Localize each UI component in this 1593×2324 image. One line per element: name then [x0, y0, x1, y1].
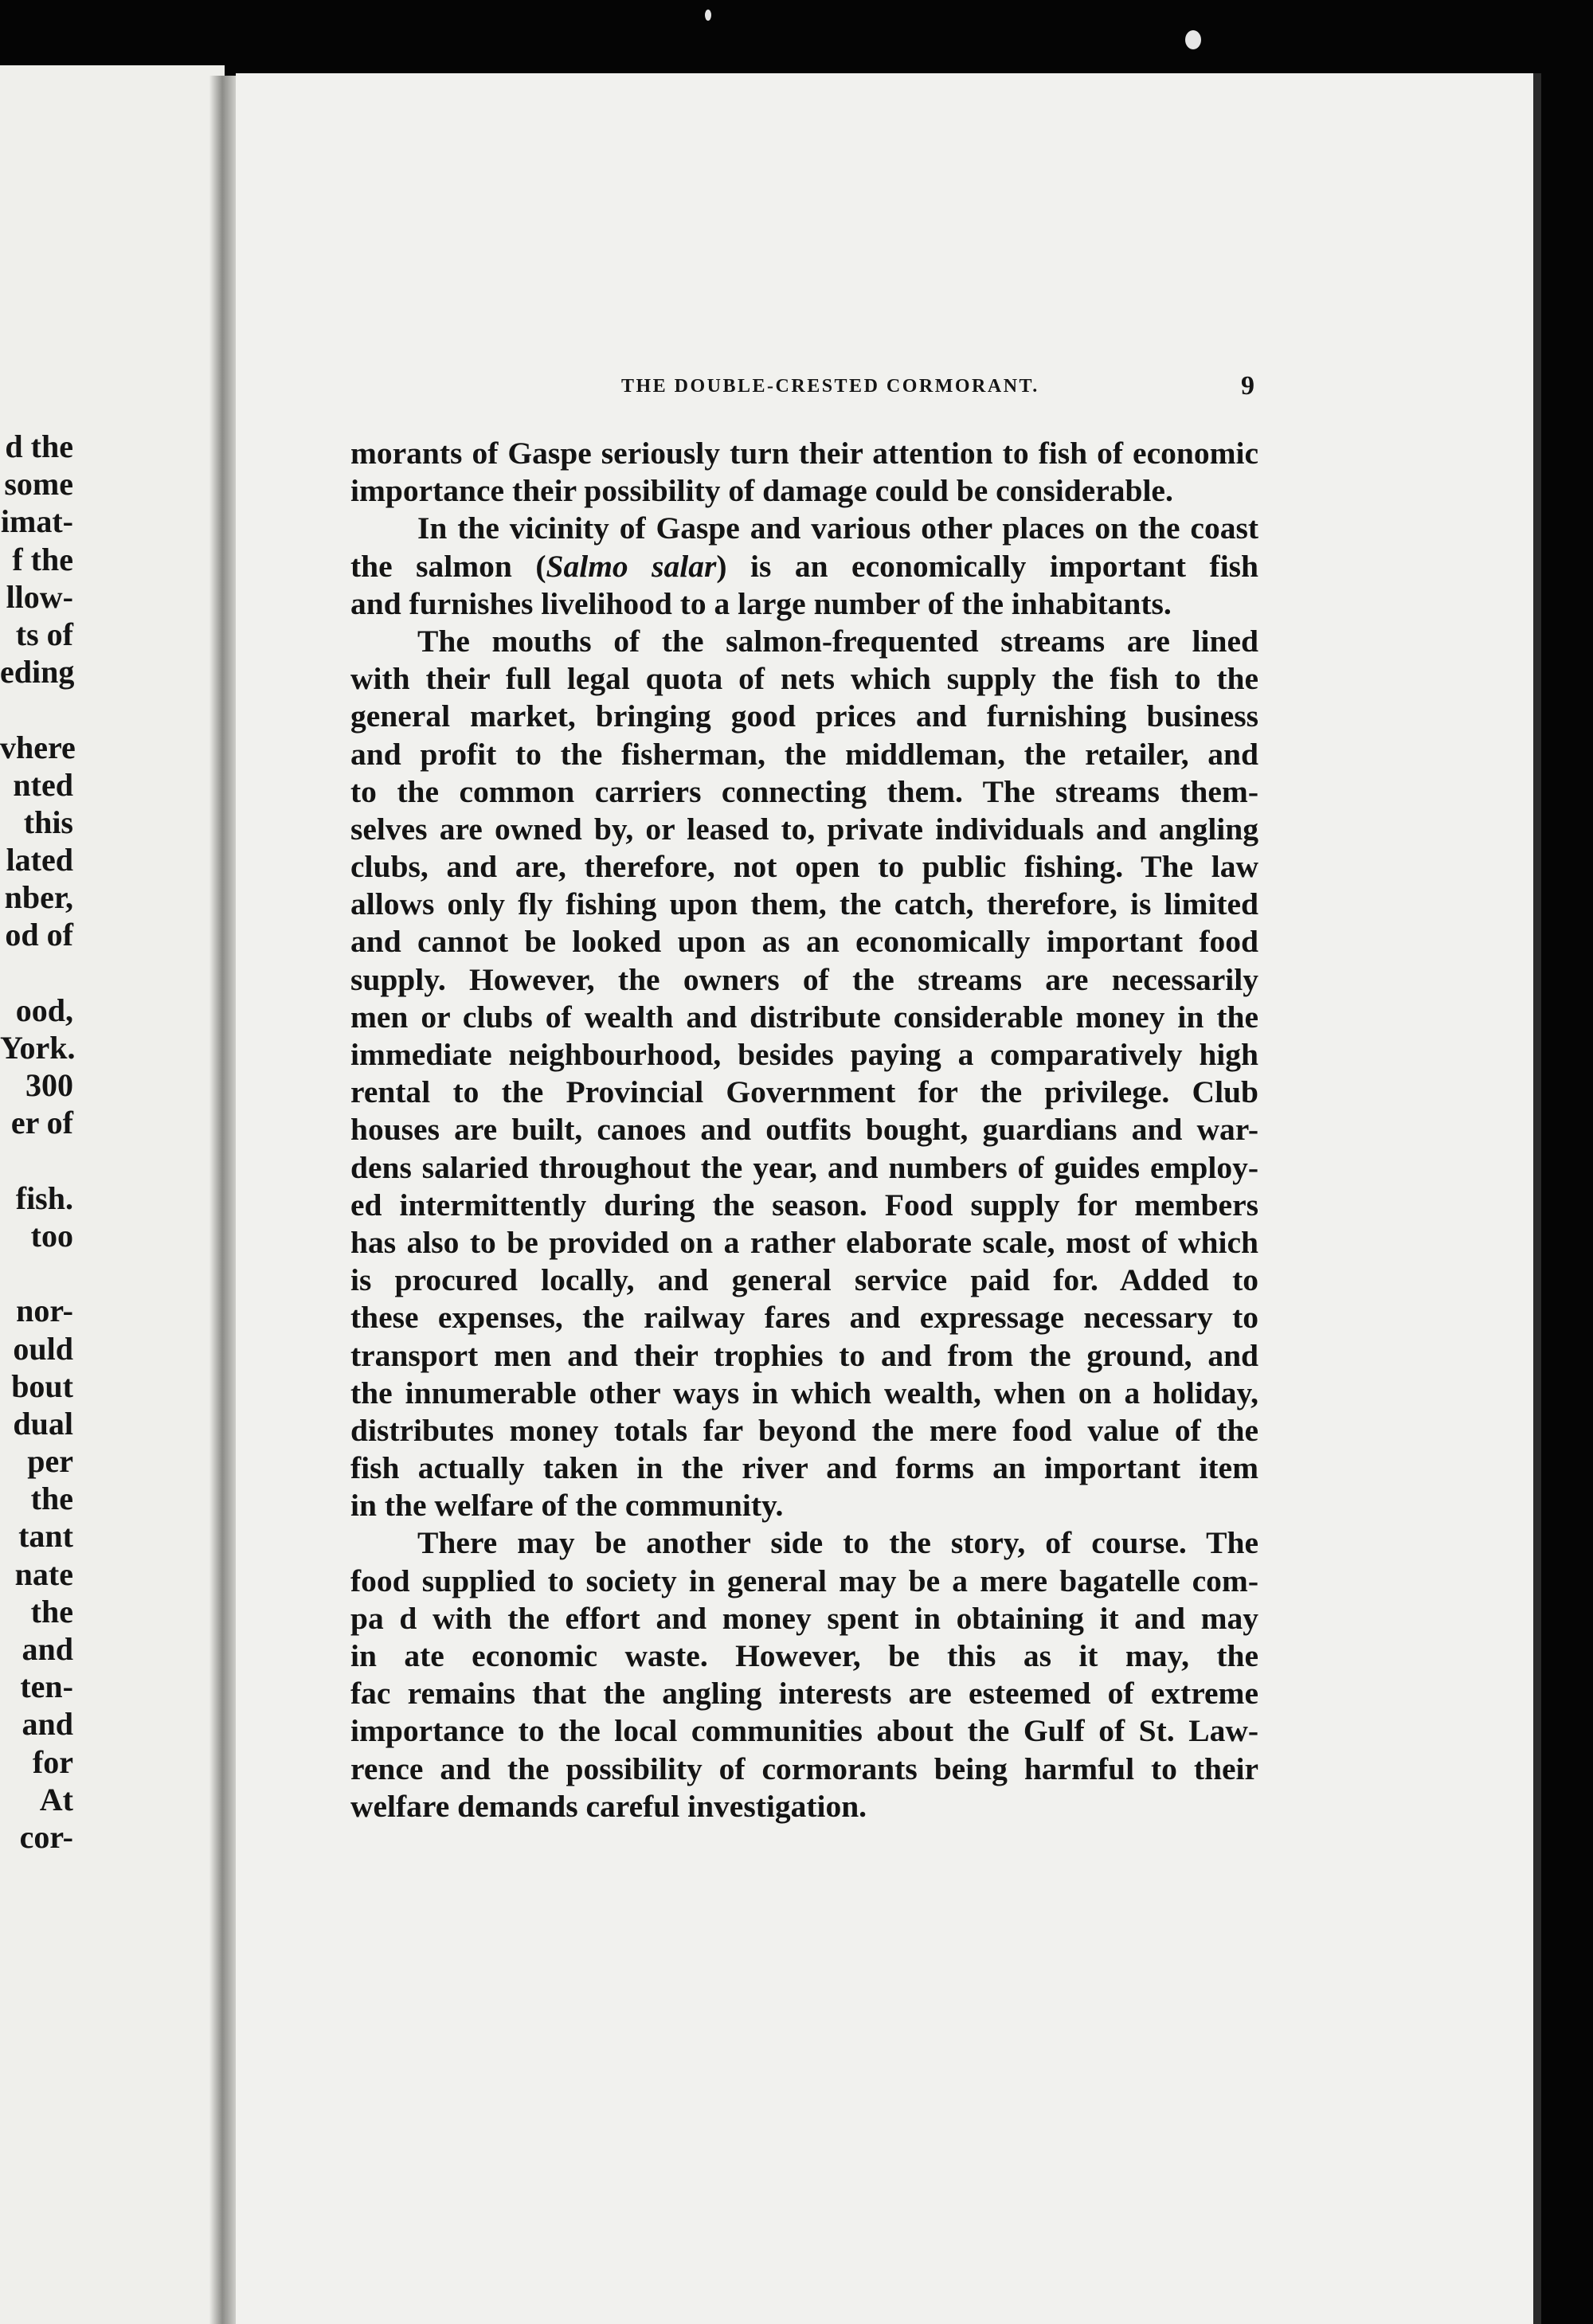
body-line: food supplied to society in general may be a mere bagatelle com- [350, 1563, 1258, 1598]
left-page-fragment: York. [0, 1030, 76, 1066]
body-line: transport men and their trophies to and from the ground, and [350, 1337, 1258, 1373]
left-page-fragment: ould [13, 1330, 73, 1367]
running-head: THE DOUBLE-CRESTED CORMORANT. [621, 376, 1039, 397]
left-page-fragment [0, 691, 73, 728]
body-line: morants of Gaspe seriously turn their attention to fish of economic [350, 436, 1258, 471]
left-page-fragment: fish. [15, 1180, 73, 1216]
body-text [350, 435, 1258, 1825]
left-page-fragment: tant [18, 1518, 73, 1555]
left-page-fragment: At [39, 1781, 73, 1817]
left-page-fragment: and [22, 1631, 73, 1667]
left-page-fragment: some [4, 466, 73, 503]
left-page-fragment: ten- [20, 1669, 73, 1705]
body-line: fac remains that the angling interests are esteemed of extreme [350, 1676, 1258, 1712]
body-line: has also to be provided on a rather elaborate scale, most of which [350, 1224, 1258, 1260]
left-page-fragment: bout [11, 1367, 73, 1404]
left-page-fragment: imat- [0, 503, 73, 540]
left-page-fragment [0, 954, 73, 992]
left-page-fragment: vhere [0, 729, 76, 765]
body-line-text: ) is an economically important fish [716, 548, 1258, 584]
body-line: supply. However, the owners of the streams are necessarily [350, 961, 1258, 997]
body-line: men or clubs of wealth and distribute considerable money in the [350, 999, 1258, 1035]
left-page-fragment: the [30, 1481, 73, 1517]
left-page-fragment: for [32, 1743, 73, 1780]
body-line: pa d with the effort and money spent in obtaining it and may [350, 1600, 1258, 1636]
body-line: fish actually taken in the river and forms an important item [350, 1450, 1258, 1486]
left-page-fragment: ts of [15, 616, 73, 652]
left-page-fragment: llow- [6, 578, 73, 615]
body-line: with their full legal quota of nets which supply the fish to the [350, 661, 1258, 697]
left-page-fragment [0, 1254, 73, 1292]
body-line: rence and the possibility of cormorants being harmful to their [350, 1751, 1258, 1786]
scan-speck [705, 10, 711, 21]
left-page-fragment: cor- [19, 1818, 73, 1855]
species-name: Salmo salar [546, 548, 717, 584]
body-line-text: the salmon ( [350, 548, 546, 584]
page-edge [1533, 73, 1541, 2324]
body-line: The mouths of the salmon-frequented streams are lined [417, 623, 1258, 659]
left-page-fragment: er of [10, 1105, 73, 1141]
book-gutter [209, 76, 239, 2324]
page-number: 9 [1241, 371, 1254, 401]
body-line: distributes money totals far beyond the mere food value of the [350, 1412, 1258, 1448]
left-page-fragment: nor- [16, 1293, 73, 1329]
body-line: houses are built, canoes and outfits bought, guardians and war- [350, 1112, 1258, 1148]
body-line: in the welfare of the community. [350, 1488, 784, 1524]
body-line: importance to the local communities about the Gulf of St. Law- [350, 1713, 1258, 1749]
body-line: ed intermittently during the season. Food supply for members [350, 1187, 1258, 1223]
body-line: In the vicinity of Gaspe and various other places on the coast [417, 511, 1258, 546]
body-line: to the common carriers connecting them. The streams them- [350, 773, 1258, 809]
body-line: clubs, and are, therefore, not open to public fishing. The law [350, 849, 1258, 885]
body-line: the innumerable other ways in which wealth, when on a holiday, [350, 1375, 1258, 1410]
left-page-fragment: this [23, 804, 73, 840]
body-line: in ate economic waste. However, be this as it may, the [350, 1638, 1258, 1673]
body-line: welfare demands careful investigation. [350, 1788, 867, 1824]
left-page-fragment: and [22, 1706, 73, 1743]
body-line: these expenses, the railway fares and expressage necessary to [350, 1300, 1258, 1336]
left-page-fragment: nted [13, 766, 73, 803]
left-page-fragment [0, 1142, 73, 1180]
left-page-fragment: nber, [4, 879, 73, 916]
scan-speck [1185, 30, 1201, 49]
body-line: and profit to the fisherman, the middleman, the retailer, and [350, 736, 1258, 772]
body-line: immediate neighbourhood, besides paying a comparatively high [350, 1037, 1258, 1072]
left-page-fragment: ood, [15, 992, 73, 1028]
body-line: rental to the Provincial Government for the privilege. Club [350, 1074, 1258, 1110]
left-page-fragment: dual [13, 1405, 73, 1442]
body-line: dens salaried throughout the year, and numbers of guides employ- [350, 1149, 1258, 1185]
left-facing-page [0, 65, 225, 2324]
left-page-fragment: nate [14, 1555, 73, 1592]
left-page-fragment: f the [12, 541, 73, 577]
body-line: allows only fly fishing upon them, the catch, therefore, is limited [350, 886, 1258, 922]
left-page-fragment: lated [6, 842, 73, 878]
body-line: general market, bringing good prices and furnishing business [350, 698, 1258, 734]
left-page-fragment: too [30, 1217, 73, 1254]
left-page-fragment: per [27, 1443, 73, 1480]
body-line: selves are owned by, or leased to, private individuals and angling [350, 811, 1258, 847]
left-page-fragment: the [30, 1593, 73, 1630]
left-page-fragment: d the [5, 428, 73, 464]
body-line [350, 548, 1258, 585]
left-page-text-fragments [0, 428, 76, 1856]
body-line: and cannot be looked upon as an economically important food [350, 924, 1258, 960]
left-page-fragment: od of [5, 917, 73, 953]
left-page-fragment: 300 [25, 1067, 73, 1104]
body-line: importance their possibility of damage could be considerable. [350, 473, 1173, 509]
body-line: There may be another side to the story, of course. The [417, 1525, 1258, 1561]
body-line: and furnishes livelihood to a large number of the inhabitants. [350, 585, 1172, 621]
left-page-fragment: eding [0, 654, 75, 691]
body-line: is procured locally, and general service paid for. Added to [350, 1262, 1258, 1298]
